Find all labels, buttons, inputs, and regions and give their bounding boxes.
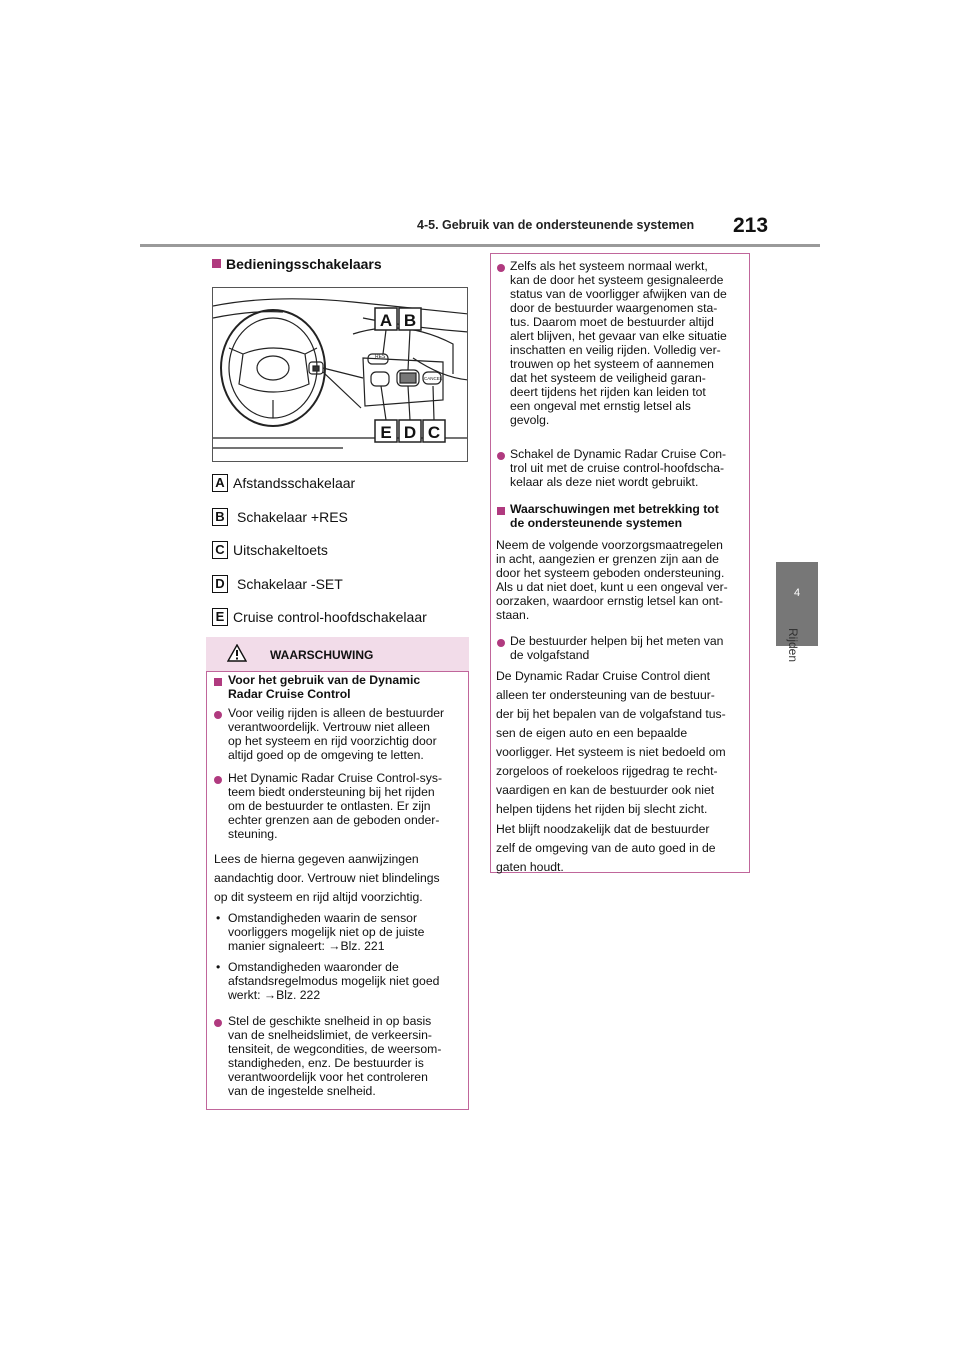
callout-b: B bbox=[403, 311, 417, 330]
legend-letter: E bbox=[212, 608, 228, 626]
right-bullet-line: kelaar als deze niet wordt gebruikt. bbox=[510, 475, 699, 489]
right-paragraph-line: staan. bbox=[496, 608, 530, 622]
warning-bullet-line: echter grenzen aan de geboden onder- bbox=[228, 813, 440, 827]
right-bullet-line: status van de voorligger afwijken van de bbox=[510, 287, 727, 301]
right-paragraph-line: zorgeloos of roekeloos rijgedrag te recht- bbox=[496, 764, 718, 778]
right-subheading-line: de ondersteunende systemen bbox=[510, 516, 683, 530]
section-heading-text: Bedieningsschakelaars bbox=[226, 256, 382, 272]
legend-text: Cruise control-hoofdschakelaar bbox=[233, 609, 427, 625]
chapter-tab-number: 4 bbox=[793, 587, 801, 599]
legend-letter: A bbox=[212, 474, 228, 492]
callout-c: C bbox=[427, 423, 441, 442]
warning-bullet-line: tensiteit, de wegcondities, de weersom- bbox=[228, 1042, 442, 1056]
warning-sub-line: manier signaleert: →Blz. 221 bbox=[228, 939, 385, 953]
bullet-dot-icon bbox=[214, 776, 222, 784]
right-bullet-line: trouwen op het systeem of aannemen bbox=[510, 357, 714, 371]
right-paragraph-line: helpen tijdens het rijden bij slecht zicht. bbox=[496, 802, 708, 816]
right-paragraph-line: alleen ter ondersteuning van de bestuur- bbox=[496, 688, 715, 702]
warning-bullet-line: Stel de geschikte snelheid in op basis bbox=[228, 1014, 432, 1028]
right-bullet-line: Zelfs als het systeem normaal werkt, bbox=[510, 259, 708, 273]
legend-text: Schakelaar -SET bbox=[237, 576, 343, 592]
right-bullet-line: inschatten en veilig rijden. Volledig ver- bbox=[510, 343, 721, 357]
res-switch-label: RES bbox=[375, 354, 386, 360]
right-paragraph-line: Als u dat niet doet, kunt u een ongeval ver- bbox=[496, 580, 728, 594]
right-paragraph-line: sen de eigen auto en een bepaalde bbox=[496, 726, 688, 740]
sub-bullet-marker: • bbox=[216, 911, 221, 925]
legend-letter: C bbox=[212, 541, 228, 559]
bullet-dot-icon bbox=[497, 264, 505, 272]
warning-subheading-line: Radar Cruise Control bbox=[228, 687, 351, 701]
right-bullet-line: trol uit met de cruise control-hoofdscha- bbox=[510, 461, 725, 475]
right-paragraph-line: De Dynamic Radar Cruise Control dient bbox=[496, 669, 711, 683]
heading-square-icon bbox=[212, 259, 221, 268]
steering-wheel-figure bbox=[212, 287, 468, 462]
warning-sub-line: Omstandigheden waaronder de bbox=[228, 960, 399, 974]
legend-text: Uitschakeltoets bbox=[233, 542, 328, 558]
warning-bullet-line: om de bestuurder te ontlasten. Er zijn bbox=[228, 799, 431, 813]
warning-paragraph-line: op dit systeem en rijd altijd voorzichtig. bbox=[214, 890, 423, 904]
warning-subheading-line: Voor het gebruik van de Dynamic bbox=[228, 673, 421, 687]
bullet-dot-icon bbox=[497, 452, 505, 460]
warning-sub-line: voorliggers mogelijk niet op de juiste bbox=[228, 925, 425, 939]
right-paragraph-line: oorzaken, waardoor ernstig letsel kan ont- bbox=[496, 594, 723, 608]
right-bullet-line: deert tijdens het rijden kan leiden tot bbox=[510, 385, 706, 399]
warning-bullet-line: Voor veilig rijden is alleen de bestuurder bbox=[228, 706, 445, 720]
legend-item bbox=[212, 474, 355, 492]
warning-bullet-line: op het systeem en rijd voorzichtig door bbox=[228, 734, 437, 748]
steering-wheel-illustration bbox=[213, 288, 468, 462]
right-bullet-line: door de bestuurder waargenomen sta- bbox=[510, 301, 718, 315]
callout-e: E bbox=[380, 423, 392, 442]
right-bullet-line: kan de door het systeem gesignaleerde bbox=[510, 273, 724, 287]
warning-bullet-line: teem biedt ondersteuning bij het rijden bbox=[228, 785, 435, 799]
subheading-square-icon bbox=[214, 678, 222, 686]
callout-d: D bbox=[403, 423, 417, 442]
bullet-dot-icon bbox=[214, 711, 222, 719]
header-rule bbox=[140, 244, 820, 247]
warning-bullet-line: van de ingestelde snelheid. bbox=[228, 1084, 376, 1098]
subheading-square-icon bbox=[497, 507, 505, 515]
legend-item bbox=[212, 608, 427, 626]
chapter-tab-label: Rijden bbox=[786, 628, 800, 663]
section-title: 4-5. Gebruik van de ondersteunende systemen bbox=[417, 218, 695, 232]
warning-sub-line: werkt: →Blz. 222 bbox=[228, 988, 321, 1002]
cancel-switch-label: CANCEL bbox=[424, 376, 443, 381]
right-bullet-line: Schakel de Dynamic Radar Cruise Con- bbox=[510, 447, 727, 461]
right-bullet-line: de volgafstand bbox=[510, 648, 590, 662]
right-bullet-line: tus. Daarom moet de bestuurder altijd bbox=[510, 315, 714, 329]
section-heading bbox=[212, 256, 382, 272]
warning-bullet-line: van de snelheidslimiet, de verkeersin- bbox=[228, 1028, 432, 1042]
right-bullet-line: De bestuurder helpen bij het meten van bbox=[510, 634, 724, 648]
legend-item bbox=[212, 575, 343, 593]
warning-bullet-line: verantwoordelijk voor het controleren bbox=[228, 1070, 428, 1084]
warning-sub-line: afstandsregelmodus mogelijk niet goed bbox=[228, 974, 440, 988]
right-paragraph-line: vaardigen en kan de bestuurder ook niet bbox=[496, 783, 715, 797]
right-paragraph-line: in acht, aangezien er grenzen zijn aan de bbox=[496, 552, 719, 566]
callout-a: A bbox=[379, 311, 393, 330]
right-paragraph-line: der bij het bepalen van de volgafstand tus- bbox=[496, 707, 726, 721]
sub-bullet-marker: • bbox=[216, 960, 221, 974]
legend-item bbox=[212, 541, 328, 559]
page-number: 213 bbox=[733, 214, 769, 237]
legend-item bbox=[212, 508, 348, 526]
legend-text: Schakelaar +RES bbox=[237, 509, 348, 525]
warning-bullet-line: Het Dynamic Radar Cruise Control-sys- bbox=[228, 771, 443, 785]
warning-triangle-icon bbox=[227, 644, 247, 662]
warning-sub-line: Omstandigheden waarin de sensor bbox=[228, 911, 418, 925]
warning-title: WAARSCHUWING bbox=[270, 648, 374, 662]
legend-letter: B bbox=[212, 508, 228, 526]
right-subheading-line: Waarschuwingen met betrekking tot bbox=[510, 502, 719, 516]
bullet-dot-icon bbox=[214, 1019, 222, 1027]
right-paragraph-line: Neem de volgende voorzorgsmaatregelen bbox=[496, 538, 723, 552]
right-bullet-line: gevolg. bbox=[510, 413, 550, 427]
right-paragraph-line: Het blijft noodzakelijk dat de bestuurder bbox=[496, 822, 710, 836]
right-paragraph-line: door het systeem geboden ondersteuning. bbox=[496, 566, 725, 580]
right-bullet-line: alert blijven, het gevaar van elke situatie bbox=[510, 329, 727, 343]
warning-bullet-line: altijd goed op de omgeving te letten. bbox=[228, 748, 424, 762]
warning-bullet-line: steuning. bbox=[228, 827, 278, 841]
warning-bullet-line: verantwoordelijk. Vertrouw niet alleen bbox=[228, 720, 430, 734]
right-paragraph-line: zelf de omgeving van de auto goed in de bbox=[496, 841, 716, 855]
bullet-dot-icon bbox=[497, 639, 505, 647]
legend-letter: D bbox=[212, 575, 228, 593]
warning-paragraph-line: aandachtig door. Vertrouw niet blindelings bbox=[214, 871, 440, 885]
right-paragraph-line: gaten houdt. bbox=[496, 860, 564, 874]
legend-text: Afstandsschakelaar bbox=[233, 475, 356, 491]
right-bullet-line: een ongeval met ernstig letsel als bbox=[510, 399, 691, 413]
warning-bullet-line: standigheden, enz. De bestuurder is bbox=[228, 1056, 424, 1070]
warning-paragraph-line: Lees de hierna gegeven aanwijzingen bbox=[214, 852, 419, 866]
right-bullet-line: dat het systeem de veiligheid garan- bbox=[510, 371, 706, 385]
right-paragraph-line: voorligger. Het systeem is niet bedoeld om bbox=[496, 745, 726, 759]
